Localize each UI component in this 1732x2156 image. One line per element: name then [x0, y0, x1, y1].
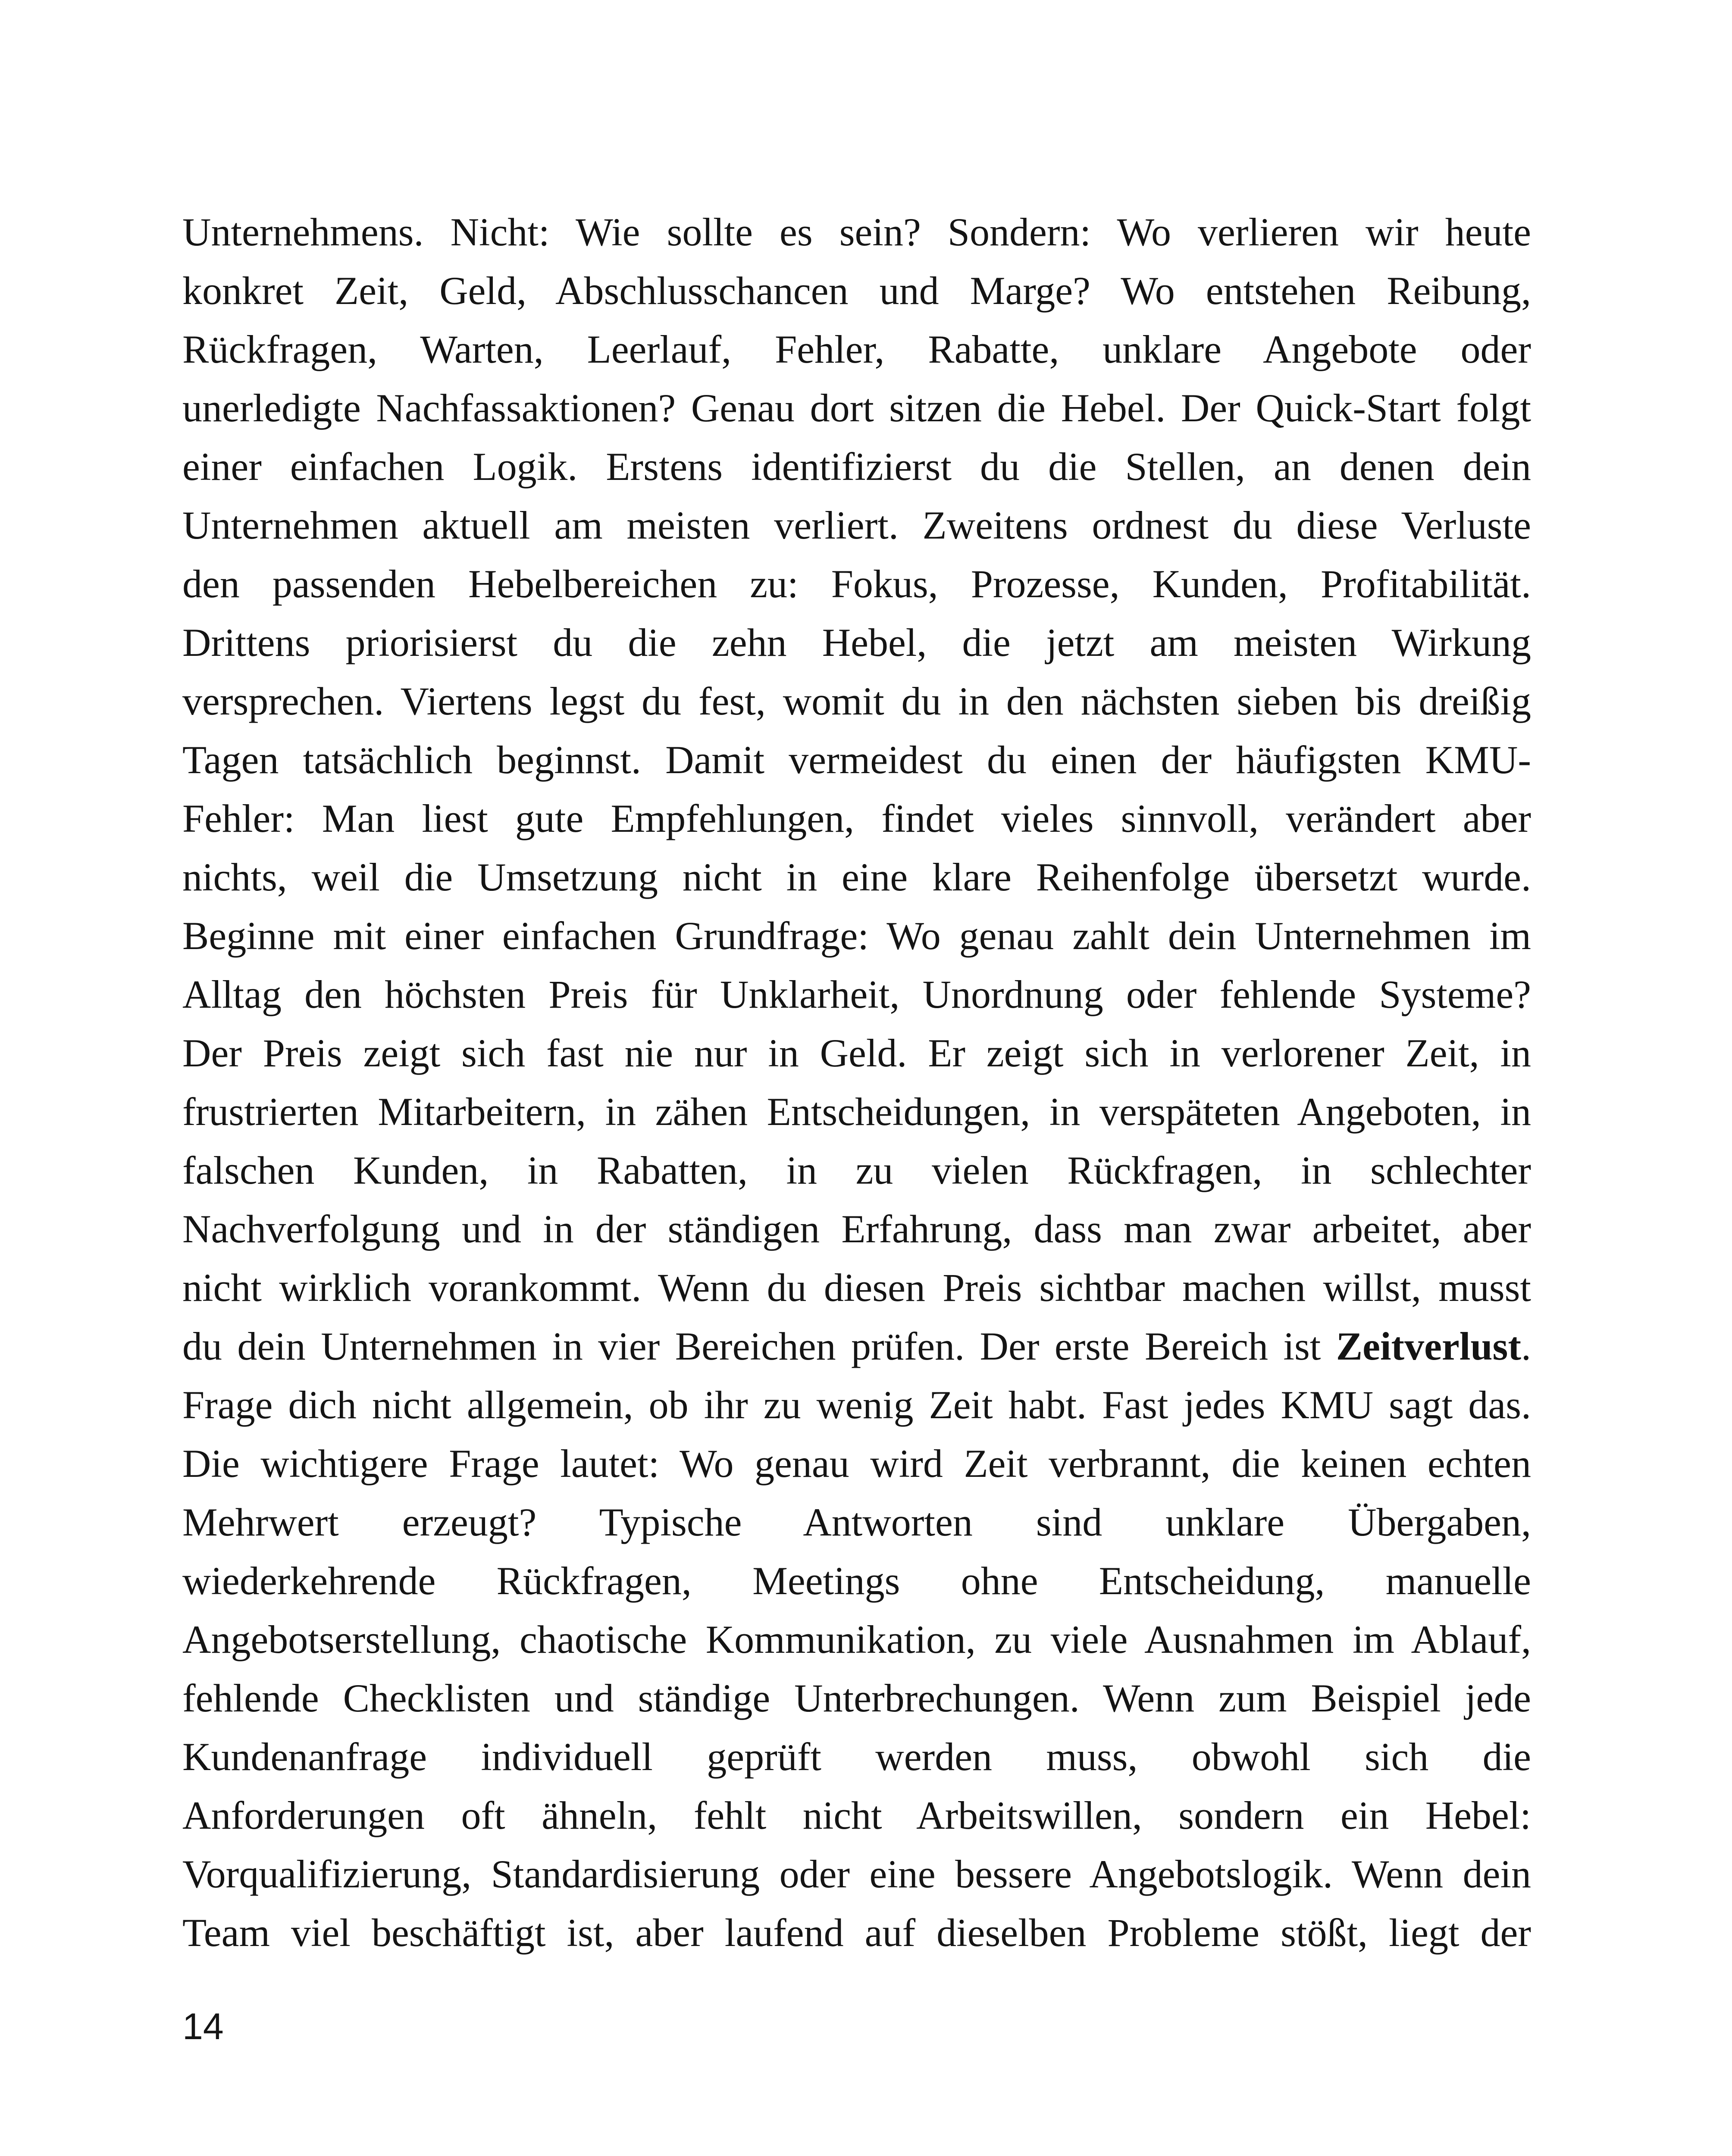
text-line: Vorqualifizierung, Standardisierung oder eine bessere Angebotslogik. Wenn dein [182, 1852, 1531, 1896]
text-line: Unternehmen aktuell am meisten verliert. Zweitens ordnest du diese Verluste [182, 503, 1531, 547]
bold-term: Zeitverlust [1336, 1324, 1521, 1368]
text-line: Kundenanfrage individuell geprüft werden muss, obwohl sich die [182, 1735, 1531, 1779]
text-line: nichts, weil die Umsetzung nicht in eine klare Reihenfolge übersetzt wurde. [182, 855, 1531, 899]
text-line: nicht wirklich vorankommt. Wenn du diesen Preis sichtbar machen willst, musst [182, 1266, 1531, 1310]
body-text [182, 203, 1531, 1962]
text-line: unerledigte Nachfassaktionen? Genau dort sitzen die Hebel. Der Quick-Start folgt [182, 386, 1531, 430]
text-line: falschen Kunden, in Rabatten, in zu vielen Rückfragen, in schlechter [182, 1148, 1531, 1192]
text-line: einer einfachen Logik. Erstens identifizierst du die Stellen, an denen dein [182, 445, 1531, 489]
text-line: Angebotserstellung, chaotische Kommunikation, zu viele Ausnahmen im Ablauf, [182, 1617, 1531, 1661]
text-line: Frage dich nicht allgemein, ob ihr zu wenig Zeit habt. Fast jedes KMU sagt das. [182, 1383, 1531, 1427]
text-line: frustrierten Mitarbeitern, in zähen Entscheidungen, in verspäteten Angeboten, in [182, 1090, 1531, 1134]
text-line: Alltag den höchsten Preis für Unklarheit, Unordnung oder fehlende Systeme? [182, 972, 1531, 1016]
text-line: Tagen tatsächlich beginnst. Damit vermeidest du einen der häufigsten KMU- [182, 738, 1531, 782]
text-line-with-bold [182, 1317, 1531, 1376]
text-line: Der Preis zeigt sich fast nie nur in Geld. Er zeigt sich in verlorener Zeit, in [182, 1031, 1531, 1075]
text-line: Fehler: Man liest gute Empfehlungen, findet vieles sinnvoll, verändert aber [182, 796, 1531, 840]
text-line: Unternehmens. Nicht: Wie sollte es sein? Sondern: Wo verlieren wir heute [182, 210, 1531, 254]
text-segment: du dein Unternehmen in vier Bereichen prüfen. Der erste Bereich ist [182, 1324, 1336, 1368]
text-line: den passenden Hebelbereichen zu: Fokus, Prozesse, Kunden, Profitabilität. [182, 562, 1531, 606]
text-line: Beginne mit einer einfachen Grundfrage: Wo genau zahlt dein Unternehmen im [182, 914, 1531, 958]
text-line: Nachverfolgung und in der ständigen Erfahrung, dass man zwar arbeitet, aber [182, 1207, 1531, 1251]
text-line: konkret Zeit, Geld, Abschlusschancen und Marge? Wo entstehen Reibung, [182, 269, 1531, 313]
text-line: wiederkehrende Rückfragen, Meetings ohne Entscheidung, manuelle [182, 1559, 1531, 1603]
text-line: fehlende Checklisten und ständige Unterbrechungen. Wenn zum Beispiel jede [182, 1676, 1531, 1720]
text-line: Team viel beschäftigt ist, aber laufend auf dieselben Probleme stößt, liegt der [182, 1911, 1531, 1955]
text-line: Die wichtigere Frage lautet: Wo genau wird Zeit verbrannt, die keinen echten [182, 1442, 1531, 1485]
text-line: Mehrwert erzeugt? Typische Antworten sind unklare Übergaben, [182, 1500, 1531, 1544]
text-line: versprechen. Viertens legst du fest, womit du in den nächsten sieben bis dreißig [182, 679, 1531, 723]
text-segment: . [1521, 1324, 1531, 1368]
text-line: Anforderungen oft ähneln, fehlt nicht Arbeitswillen, sondern ein Hebel: [182, 1793, 1531, 1837]
page-number: 14 [182, 2006, 224, 2047]
text-line: Drittens priorisierst du die zehn Hebel, die jetzt am meisten Wirkung [182, 620, 1531, 664]
text-line: Rückfragen, Warten, Leerlauf, Fehler, Rabatte, unklare Angebote oder [182, 327, 1531, 371]
